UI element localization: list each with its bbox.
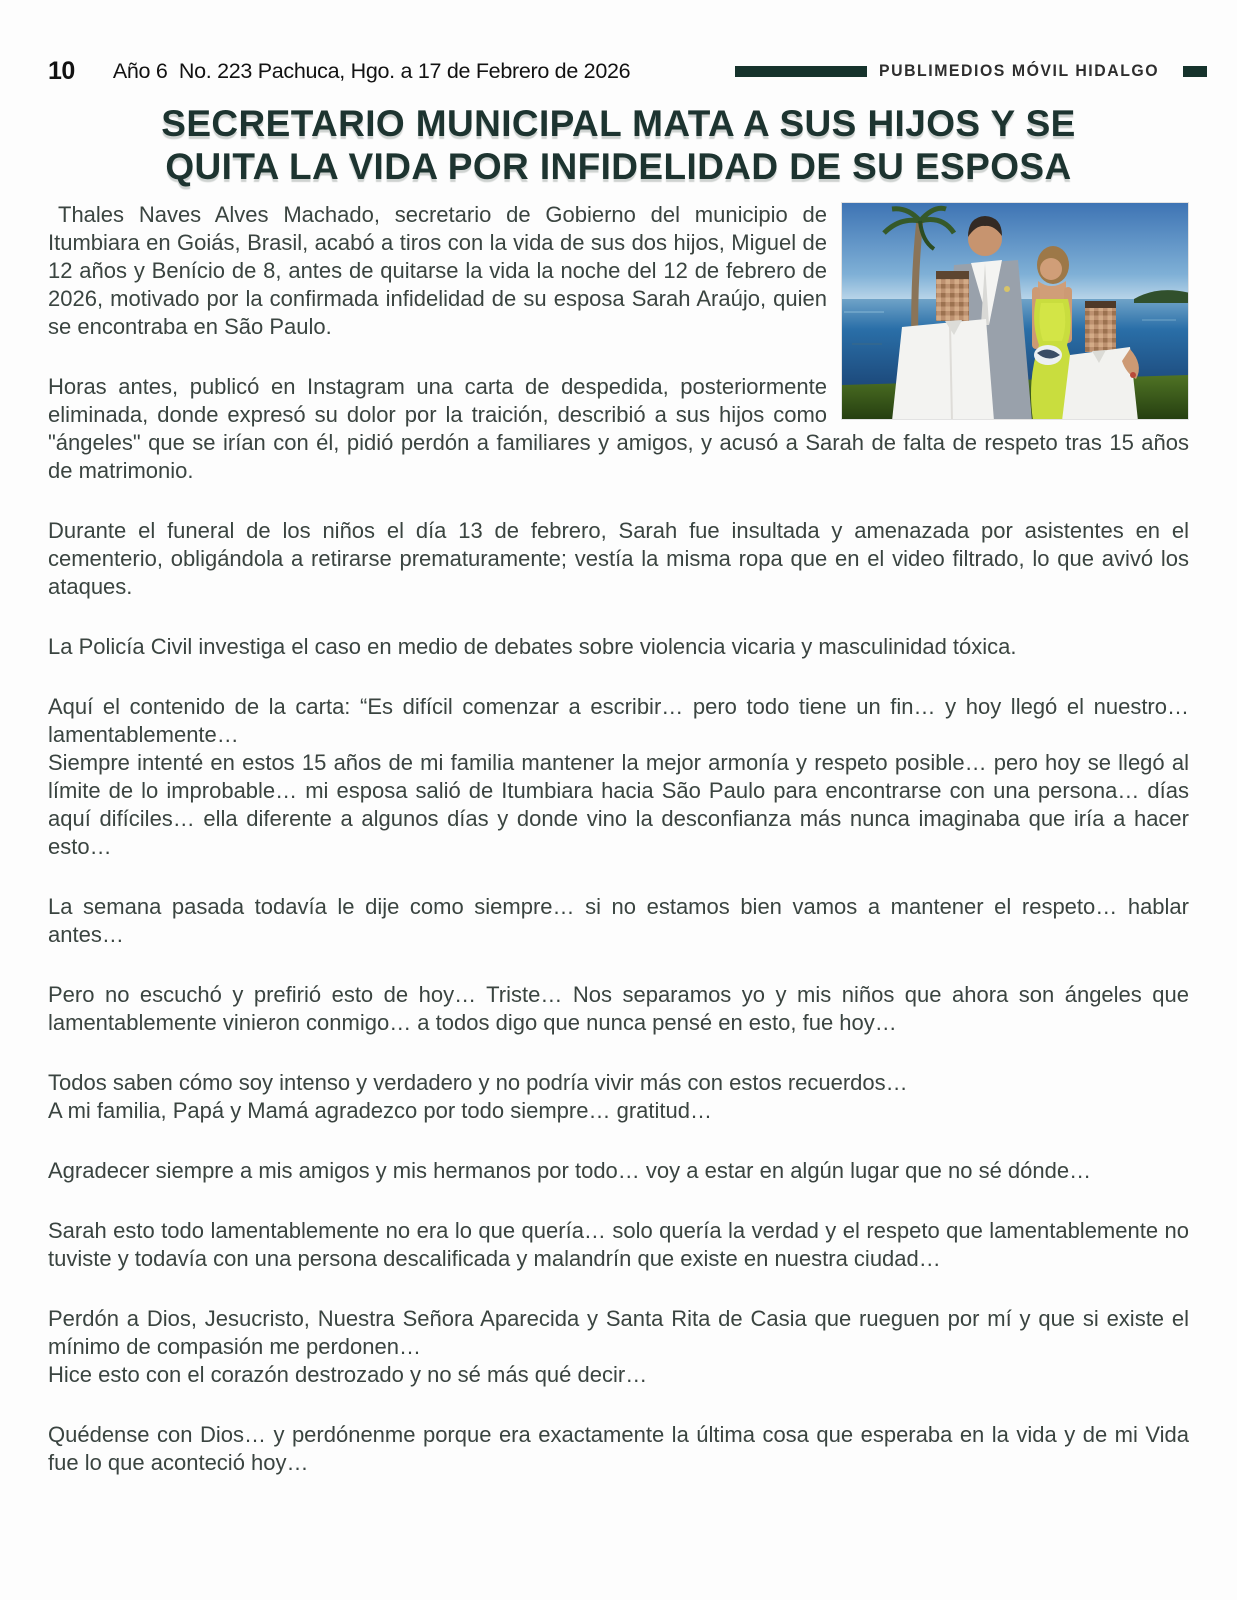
article-paragraph: Horas antes, publicó en Instagram una carta de despedida, posteriormente eliminada, donde expresó su dolor por la traición, describió a sus hijos como "ángeles" que se irían con él, pidió perdón a familiares y amigos, y acusó a Sarah de falta de respeto tras 15 años de matrimonio. [48, 374, 1189, 483]
family-photo [841, 202, 1189, 420]
page-header [0, 56, 1237, 86]
headline-line-2: QUITA LA VIDA POR INFIDELIDAD DE SU ESPOSA [165, 146, 1072, 187]
masthead-dateline: Año 6 No. 223 Pachuca, Hgo. a 17 de Febrero de 2026 [112, 58, 631, 83]
article-paragraph: Thales Naves Alves Machado, secretario de Gobierno del municipio de Itumbiara en Goiás, Brasil, acabó a tiros con la vida de sus dos hijos, Miguel de 12 años y Benício de 8, antes de quitarse la vida la noche del 12 de febrero de 2026, motivado por la confirmada infidelidad de su esposa Sarah Araújo, quien se encontraba en São Paulo. [48, 202, 827, 339]
logo-wordmark: PUBLIMEDIOS MÓVIL HIDALGO [879, 61, 1160, 80]
article-paragraph: La Policía Civil investiga el caso en medio de debates sobre violencia vicaria y masculinidad tóxica. [48, 634, 1017, 659]
article-paragraph: Aquí el contenido de la carta: “Es difícil comenzar a escribir… pero todo tiene un fin… y hoy llegó el nuestro… lamentablemente… Siempre intenté en estos 15 años de mi familia mantener la mejor armonía y respeto posible… pero hoy se llegó al límite de lo improbable… mi esposa salió de Itumbiara hacia São Paulo para encontrarse con una persona… días aquí difíciles… ella diferente a algunos días y donde vino la desconfianza más nunca imaginaba que iría a hacer esto… [48, 694, 1189, 859]
article-paragraph: Todos saben cómo soy intenso y verdadero y no podría vivir más con estos recuerdos… A mi familia, Papá y Mamá agradezco por todo siempre… gratitud… [48, 1070, 908, 1123]
article-paragraph: Durante el funeral de los niños el día 13 de febrero, Sarah fue insultada y amenazada por asistentes en el cementerio, obligándola a retirarse prematuramente; vestía la misma ropa que en el video filtrado, lo que avivó los ataques. [48, 518, 1189, 599]
article-paragraph: Quédense con Dios… y perdónenme porque era exactamente la última cosa que esperaba en la vida y de mi Vida fue lo que aconteció hoy… [48, 1422, 1189, 1475]
page-number: 10 [48, 56, 75, 85]
article-headline [48, 102, 1189, 188]
headline-line-1: SECRETARIO MUNICIPAL MATA A SUS HIJOS Y SE [161, 103, 1076, 144]
article-paragraph: Perdón a Dios, Jesucristo, Nuestra Señora Aparecida y Santa Rita de Casia que rueguen por mí y que si existe el mínimo de compasión me perdonen… Hice esto con el corazón destrozado y no sé más qué decir… [48, 1306, 1189, 1387]
logo-bar-right [1183, 66, 1207, 77]
article-paragraph: La semana pasada todavía le dije como siempre… si no estamos bien vamos a mantener el respeto… hablar antes… [48, 894, 1189, 947]
article-body [48, 201, 1189, 1477]
article-paragraph: Sarah esto todo lamentablemente no era lo que quería… solo quería la verdad y el respeto que lamentablemente no tuviste y todavía con una persona descalificada y malandrín que existe en nuestra ciudad… [48, 1218, 1189, 1271]
article-paragraph: Pero no escuchó y prefirió esto de hoy… Triste… Nos separamos yo y mis niños que ahora son ángeles que lamentablemente vinieron conmigo… a todos digo que nunca pensé en esto, fue hoy… [48, 982, 1189, 1035]
article-paragraph: Agradecer siempre a mis amigos y mis hermanos por todo… voy a estar en algún lugar que no sé dónde… [48, 1158, 1092, 1183]
publication-logo [735, 62, 1189, 81]
logo-bar-left [735, 66, 867, 77]
